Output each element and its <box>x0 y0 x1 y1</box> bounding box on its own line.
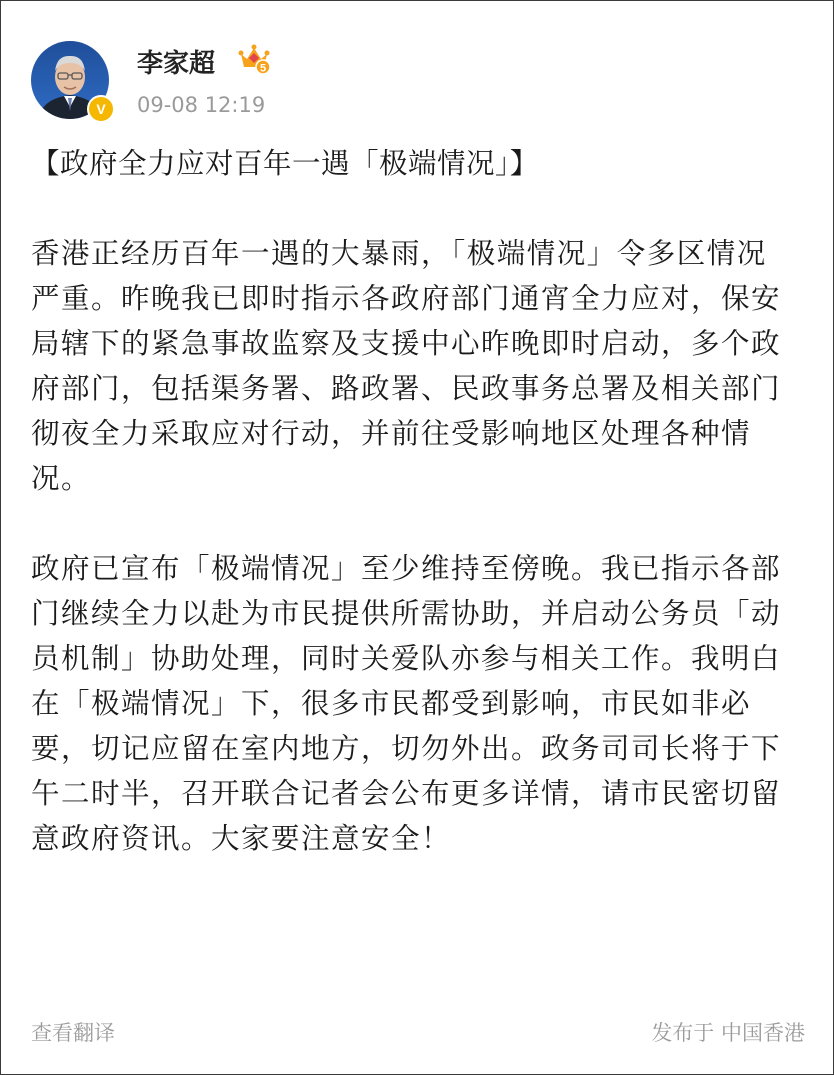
post-content <box>31 141 795 861</box>
post-paragraph-2: 政府已宣布「极端情况」至少维持至傍晚。我已指示各部门继续全力以赴为市民提供所需协助，并启动公务员「动员机制」协助处理，同时关爱队亦参与相关工作。我明白在「极端情况」下，很多市民都受到影响，市民如非必要，切记应留在室内地方，切勿外出。政务司司长将于下午二时半，召开联合记者会公布更多详情，请市民密切留意政府资讯。大家要注意安全！ <box>31 552 782 855</box>
verified-v-icon: V <box>87 95 115 123</box>
vip-level: 5 <box>259 62 267 75</box>
post-timestamp: 09-08 12:19 <box>137 93 266 117</box>
translate-link[interactable]: 查看翻译 <box>31 1021 115 1045</box>
post-title: 【政府全力应对百年一遇「极端情况」】 <box>31 147 539 180</box>
post-location: 发布于 中国香港 <box>651 1021 805 1045</box>
post-footer <box>31 1017 805 1047</box>
author-name[interactable]: 李家超 <box>137 49 216 79</box>
vip-crown-icon[interactable] <box>237 43 271 75</box>
post-header <box>31 41 791 121</box>
post-paragraph-1: 香港正经历百年一遇的大暴雨，「极端情况」令多区情况严重。昨晚我已即时指示各政府部门通宵全力应对，保安局辖下的紧急事故监察及支援中心昨晚即时启动，多个政府部门，包括渠务署、路政署、民政事务总署及相关部门彻夜全力采取应对行动，并前往受影响地区处理各种情况。 <box>31 237 782 495</box>
